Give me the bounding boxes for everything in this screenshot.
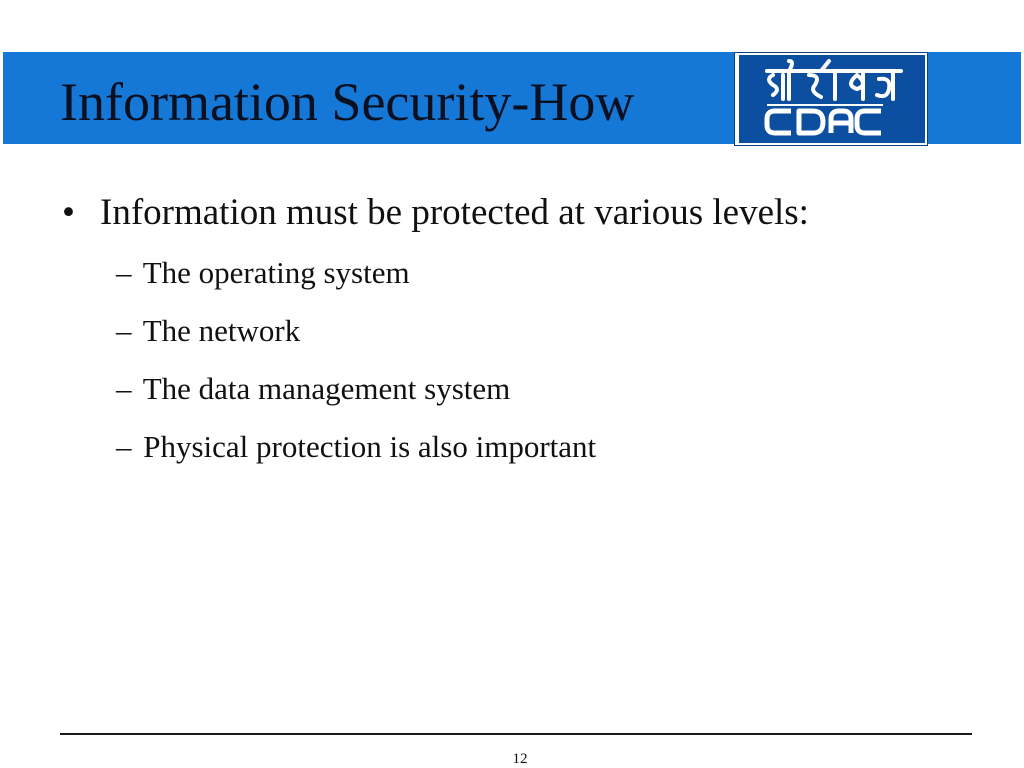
- sub-bullet-list: [62, 244, 1002, 476]
- sub-bullet-item: [116, 418, 1002, 476]
- dash-icon: –: [116, 371, 132, 406]
- sub-bullet-item: [116, 302, 1002, 360]
- dash-icon: –: [116, 429, 132, 464]
- main-bullet: [62, 188, 1002, 238]
- dash-icon: –: [116, 255, 132, 290]
- main-bullet-text: Information must be protected at various levels:: [100, 192, 809, 233]
- latin-wordmark: [767, 111, 881, 133]
- bullet-icon: •: [62, 192, 75, 233]
- page-number: 12: [512, 751, 528, 767]
- dash-icon: –: [116, 313, 132, 348]
- cdac-logo: [734, 52, 928, 146]
- sub-bullet-text: The operating system: [142, 255, 410, 290]
- hindi-wordmark: [767, 61, 901, 99]
- sub-bullet-item: [116, 360, 1002, 418]
- slide-content: [62, 188, 1002, 476]
- logo-background: [739, 55, 925, 143]
- footer-divider: [60, 733, 972, 735]
- sub-bullet-item: [116, 244, 1002, 302]
- sub-bullet-text: The network: [142, 313, 301, 348]
- sub-bullet-text: Physical protection is also important: [143, 429, 597, 464]
- sub-bullet-text: The data management system: [142, 371, 511, 406]
- slide-title: Information Security-How: [60, 72, 635, 132]
- cdac-logo-graphic: [739, 55, 925, 143]
